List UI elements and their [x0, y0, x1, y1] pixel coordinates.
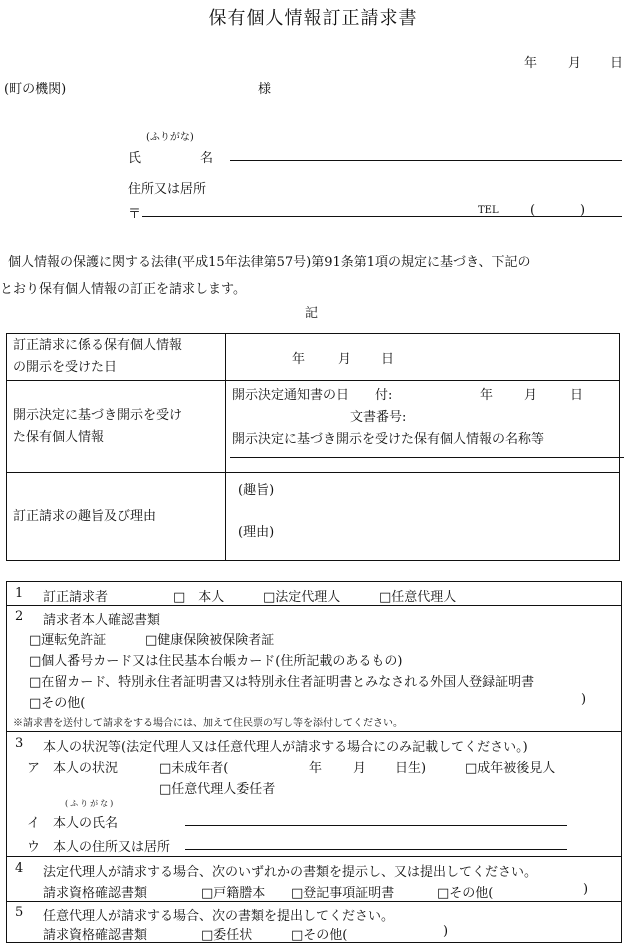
date-year-label: 年: [524, 56, 538, 71]
sec3-name-label: イ 本人の氏名: [27, 816, 119, 831]
intro-line-2: とおり保有個人情報の訂正を請求します。: [0, 282, 246, 297]
sec5-num: 5: [15, 905, 24, 920]
row2-month: 月: [524, 388, 538, 403]
checkbox-registry-certificate[interactable]: □登記事項証明書: [291, 886, 395, 901]
sec5-paren-close: ): [443, 924, 449, 939]
checkbox-principal[interactable]: □任意代理人委任者: [159, 782, 276, 797]
reason-label: (理由): [238, 525, 275, 540]
row-disclosed-info-label: [7, 381, 226, 473]
notice-date-label: 開示決定通知書の日 付:: [232, 388, 393, 403]
tel-paren-close: ): [580, 203, 586, 218]
row-purpose-value[interactable]: [226, 473, 620, 561]
section-1: [6, 581, 622, 606]
applicant-address-label: 住所又は居所: [128, 182, 207, 197]
sec3-address-line[interactable]: [185, 849, 567, 850]
tel-label: TEL: [478, 205, 499, 216]
sec5-doc-label: 請求資格確認書類: [43, 928, 148, 943]
checkbox-sec5-other[interactable]: □その他(: [291, 928, 348, 943]
row-disclosure-date-label: [7, 334, 226, 381]
recipient-org: (町の機関): [4, 82, 67, 97]
date-month-label: 月: [568, 56, 582, 71]
row2-label-line1: 開示決定に基づき開示を受け: [13, 407, 183, 423]
sec4-paren-close: ): [583, 882, 589, 897]
sec3-label: 本人の状況等(法定代理人又は任意代理人が請求する場合にのみ記載してください。): [43, 740, 528, 755]
sec4-doc-label: 請求資格確認書類: [43, 886, 148, 901]
tel-paren-open: (: [530, 203, 536, 218]
other-id-paren-close: ): [581, 692, 587, 707]
checkbox-mynumber-card[interactable]: □個人番号カード又は住民基本台帳カード(住所記載のあるもの): [29, 654, 403, 669]
checkbox-residence-card[interactable]: □在留カード、特別永住者証明書又は特別永住者証明書とみなされる外国人登録証明書: [29, 675, 535, 690]
recipient-sama: 様: [258, 82, 272, 97]
sec3-birth-year: 年: [309, 761, 323, 776]
applicant-name-label-2: 名: [200, 151, 214, 166]
checkbox-drivers-license[interactable]: □運転免許証: [29, 633, 107, 648]
row-purpose-label: [7, 473, 226, 561]
checkbox-sec4-other[interactable]: □その他(: [437, 886, 494, 901]
sec1-label: 訂正請求者: [43, 590, 109, 605]
section-3: [6, 732, 622, 857]
row-disclosed-info-value[interactable]: [226, 381, 620, 473]
checkbox-insurance-card[interactable]: □健康保険被保険者証: [145, 633, 275, 648]
sec2-label: 請求者本人確認書類: [43, 613, 161, 628]
applicant-address-line[interactable]: [142, 216, 622, 217]
applicant-furigana: (ふりがな): [146, 132, 194, 143]
row2-year: 年: [480, 388, 494, 403]
row2-label-line2: た保有個人情報: [13, 429, 105, 445]
checkbox-self[interactable]: □ 本人: [173, 590, 225, 605]
checkbox-family-register[interactable]: □戸籍謄本: [201, 886, 266, 901]
info-name-label: 開示決定に基づき開示を受けた保有個人情報の名称等: [232, 432, 545, 447]
checkbox-legal-agent[interactable]: □法定代理人: [263, 590, 341, 605]
row-disclosure-date-value[interactable]: [226, 334, 620, 381]
row3-label: 訂正請求の趣旨及び理由: [13, 508, 157, 524]
checkbox-other-id[interactable]: □その他(: [29, 696, 86, 711]
postal-mark: 〒: [128, 207, 142, 222]
mailing-note: ※請求書を送付して請求をする場合には、加えて住民票の写し等を添付してください。: [13, 718, 403, 729]
checkbox-power-of-attorney[interactable]: □委任状: [201, 928, 253, 943]
sec3-birth-month: 月: [353, 761, 367, 776]
row2-day: 日: [570, 388, 584, 403]
sec5-label: 任意代理人が請求する場合、次の書類を提出してください。: [43, 909, 395, 924]
sec2-num: 2: [15, 609, 24, 624]
row1-day: 日: [381, 352, 395, 367]
checkbox-adult-ward[interactable]: □成年被後見人: [465, 761, 556, 776]
checkbox-voluntary-agent[interactable]: □任意代理人: [379, 590, 457, 605]
document-title: 保有個人情報訂正請求書: [208, 8, 418, 29]
sec1-num: 1: [15, 586, 24, 601]
ki-label: 記: [305, 306, 319, 321]
sec4-num: 4: [15, 861, 24, 876]
intro-line-1: 個人情報の保護に関する法律(平成15年法律第57号)第91条第1項の規定に基づき、下記の: [8, 255, 531, 270]
section-5: [6, 902, 622, 943]
row1-label-line1: 訂正請求に係る保有個人情報: [13, 338, 183, 353]
row1-label-line2: の開示を受けた日: [13, 360, 118, 375]
info-name-line[interactable]: [230, 457, 624, 458]
applicant-name-label-1: 氏: [128, 151, 142, 166]
section-2: [6, 605, 622, 732]
sec3-num: 3: [15, 736, 24, 751]
sec3-address-label: ウ 本人の住所又は居所: [27, 840, 171, 855]
sec3-furigana: (ふりがな): [65, 799, 116, 808]
purpose-label: (趣旨): [238, 483, 275, 498]
row1-month: 月: [338, 352, 352, 367]
sec4-label: 法定代理人が請求する場合、次のいずれかの書類を提示し、又は提出してください。: [43, 865, 538, 880]
sec3-birth-day: 日生): [395, 761, 427, 776]
request-table: [6, 333, 620, 561]
sec3-a-label: ア 本人の状況: [27, 761, 119, 776]
doc-number-label: 文書番号:: [350, 410, 407, 425]
row1-year: 年: [292, 352, 306, 367]
sec3-name-line[interactable]: [185, 825, 567, 826]
date-day-label: 日: [610, 56, 624, 71]
checkbox-minor[interactable]: □未成年者(: [159, 761, 229, 776]
section-4: [6, 857, 622, 902]
applicant-name-line[interactable]: [230, 160, 622, 161]
